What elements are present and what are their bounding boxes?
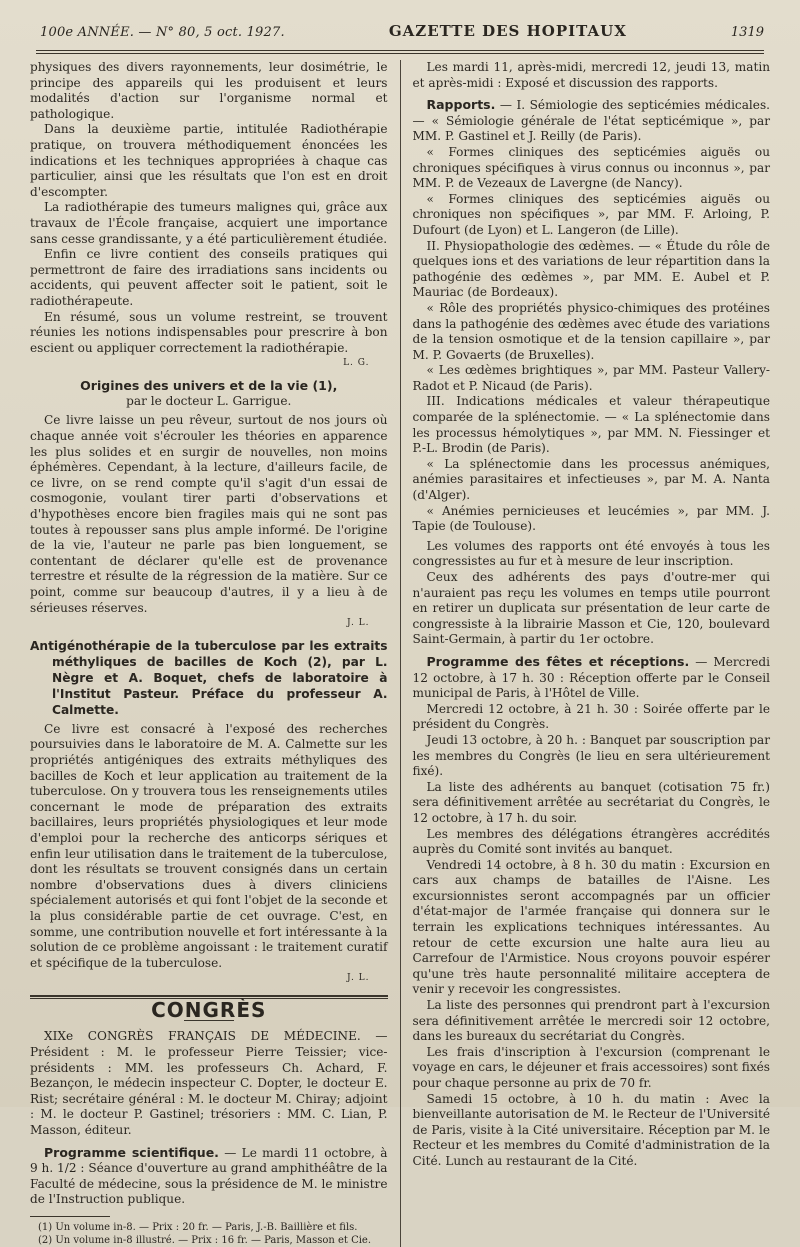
paragraph: Jeudi 13 octobre, à 20 h. : Banquet par souscription par les membres du Congrès (le lieu en sera ultérieurement fixé). — [412, 732, 770, 779]
paragraph: En résumé, sous un volume restreint, se trouvent réunies les notions indispensables pour prescrire à bon escient ou appliquer correctement la radiothérapie. — [30, 309, 388, 355]
book-title: Origines des univers et de la vie (1), — [80, 377, 338, 393]
paragraph: Les mardi 11, après-midi, mercredi 12, jeudi 13, matin et après-midi : Exposé et discussion des rapports. — [412, 60, 770, 90]
footnotes — [30, 1221, 388, 1247]
section-heading: Programme des fêtes et réceptions. — [426, 653, 690, 669]
paragraph: II. Physiopathologie des œdèmes. — « Étude du rôle de quelques ions et des variations de leur répartition dans la pathogénie des œdèmes », par MM. E. Aubel et P. Mauriac (de Bordeaux). — [412, 238, 770, 300]
paragraph-text: — Le mardi 11 octobre, à 9 h. 1/2 : Séance d'ouverture au grand amphithéâtre de la Faculté de médecine, sous la présidence de M. le ministre de l'Instruction publique. — [30, 1145, 388, 1207]
book-author: par le docteur L. Garrigue. — [126, 393, 292, 408]
paragraph: Ce livre est consacré à l'exposé des recherches poursuivies dans le laboratoire de M. A. Calmette sur les propriétés antigéniques des extraits méthyliques des bacilles de Koch et leur application au traitement de la tuberculose. On y trouvera tous les renseignements utiles concernant le mode de préparation des extraits bacillaires, leurs propriétés physiologiques et leur mode d'emploi pour la recherche des anticorps sériques et enfin leur utilisation dans le traitement de la tuberculose, dont les résultats se trouvent consignés dans un certain nombre d'observations dues à divers cliniciens spécialement autorisés et qui font l'objet de la seconde et la plus considérable partie de cet ouvrage. C'est, en somme, une contribution nouvelle et fort intéressante à la solution de ce problème angoissant : le traitement curatif et spécifique de la tuberculose. — [30, 721, 388, 970]
paragraph: « Formes cliniques des septicémies aiguës ou chroniques spécifiques à virus connus ou inconnus », par MM. P. de Vezeaux de Lavergne (de Nancy). — [412, 144, 770, 191]
paragraph: Les volumes des rapports ont été envoyés à tous les congressistes au fur et à mesure de leur inscription. — [412, 538, 770, 569]
paragraph: « Formes cliniques des septicémies aiguës ou chroniques non spécifiques », par MM. F. Arloing, P. Dufourt (de Lyon) et L. Langeron (de Lille). — [412, 191, 770, 237]
paragraph: Vendredi 14 octobre, à 8 h. 30 du matin : Excursion en cars aux champs de batailles de l'Aisne. Les excursionnistes seront accompagnés par un officier d'état-major de l'armée française qui donnera sur le terrain les explications techniques intéressantes. Au retour de cette excursion une halte aura lieu au Carrefour de l'Armistice. Nous croyons pouvoir espérer qu'une très haute personnalité militaire acceptera de venir y recevoir les congressistes. — [412, 857, 770, 997]
section-heading: Rapports. — [426, 97, 496, 113]
paragraph: La radiothérapie des tumeurs malignes qui, grâce aux travaux de l'École française, acquiert une importance sans cesse grandissante, y a été particulièrement étudiée. — [30, 200, 388, 246]
paragraph: Mercredi 12 octobre, à 21 h. 30 : Soirée offerte par le président du Congrès. — [412, 701, 770, 732]
paragraph-text: — Mercredi 12 octobre, à 17 h. 30 : Réception offerte par le Conseil municipal de Paris, à l'Hôtel de Ville. — [412, 654, 770, 701]
left-column — [30, 60, 401, 1247]
paragraph — [413, 97, 771, 145]
paragraph: « Les œdèmes brightiques », par MM. Pasteur Vallery-Radot et P. Nicaud (de Paris). — [412, 363, 770, 393]
paragraph-text: — I. Sémiologie des septicémies médicales. — « Sémiologie générale de l'état septicémique », par MM. P. Gastinel et J. Reilly (de Paris). — [412, 98, 770, 144]
paragraph — [413, 654, 771, 702]
paragraph: Ce livre laisse un peu rêveur, surtout de nos jours où chaque année voit s'écrouler les théories en apparence les plus solides et en surgir de nouvelles, non moins éphémères. Cependant, à la lecture, d'ailleurs facile, de ce livre, on se rend compte qu'il s'agit d'un essai de cosmogonie, voulant tirer parti d'observations et d'hypothèses encore bien fragiles mais qui ne sont pas toutes à repousser sans plus ample informé. De l'origine de la vie, l'auteur ne parle pas bien longuement, se contentant de déclarer qu'elle est de provenance terrestre et résulte de la régression de la matière. Sur ce point, comme sur beaucoup d'autres, il y a lieu à de sérieuses réserves. — [30, 413, 388, 615]
paragraph: Samedi 15 octobre, à 10 h. du matin : Avec la bienveillante autorisation de M. le Recteur de l'Université de Paris, visite à la Cité universitaire. Réception par M. le Recteur et les membres du Comité d'administration de la Cité. Lunch au restaurant de la Cité. — [412, 1091, 770, 1168]
issue-info: 100e ANNÉE. — N° 80, 5 oct. 1927. — [40, 25, 285, 40]
paragraph: « La splénectomie dans les processus anémiques, anémies parasitaires et infectieuses », par M. A. Nanta (d'Alger). — [412, 456, 770, 503]
paragraph: physiques des divers rayonnements, leur dosimétrie, le principe des appareils qui les produisent et leurs modalités d'action sur l'organisme normal et pathologique. — [30, 60, 388, 121]
footnote: (2) Un volume in-8 illustré. — Prix : 16 fr. — Paris, Masson et Cie. — [38, 1235, 372, 1246]
section-heading: Programme scientifique. — [44, 1144, 219, 1160]
footnote-rule — [30, 1216, 110, 1217]
paragraph: « Rôle des propriétés physico-chimiques des protéines dans la pathogénie des œdèmes avec étude des variations de la tension osmotique et de la tension capillaire », par M. P. Govaerts (de Bruxelles). — [412, 300, 770, 362]
paragraph: Enfin ce livre contient des conseils pratiques qui permettront de faire des irradiations sans incidents ou accidents, qui peuvent affecter soit le patient, soit le radiothérapeute. — [30, 247, 388, 308]
columns — [30, 60, 770, 1247]
publication-title: GAZETTE DES HOPITAUX — [388, 22, 627, 40]
paragraph: Ceux des adhérents des pays d'outre-mer qui n'auraient pas reçu les volumes en temps utile pourront en retirer un duplicata sur présentation de leur carte de congressiste à la librairie Masson et Cie, 120, boulevard Saint-Germain, à partir du 1er octobre. — [412, 570, 770, 647]
paragraph: Les membres des délégations étrangères accrédités auprès du Comité sont invités au banquet. — [412, 826, 770, 857]
paragraph: La liste des adhérents au banquet (cotisation 75 fr.) sera définitivement arrêtée au secrétariat du Congrès, le 12 octobre, à 17 h. du soir. — [412, 779, 770, 825]
signature: J. L. — [347, 618, 370, 629]
paragraph: Dans la deuxième partie, intitulée Radiothérapie pratique, on trouvera méthodiquement énoncées les indications et les techniques appropriées à chaque cas particulier, ainsi que les résultats que l'on est en droit d'escompter. — [30, 122, 388, 199]
footnote: (1) Un volume in-8. — Prix : 20 fr. — Paris, J.-B. Baillière et fils. — [38, 1222, 358, 1233]
paragraph: « Anémies pernicieuses et leucémies », par MM. J. Tapie (de Toulouse). — [412, 503, 770, 534]
right-column — [401, 60, 771, 1247]
paragraph — [30, 1145, 388, 1208]
paragraph: La liste des personnes qui prendront part à l'excursion sera définitivement arrêtée le mercredi soir 12 octobre, dans les bureaux du secrétariat du Congrès. — [412, 998, 770, 1044]
paragraph: III. Indications médicales et valeur thérapeutique comparée de la splénectomie. — « La splénectomie dans les processus hémolytiques », par MM. N. Fiessinger et P.-L. Brodin (de Paris). — [412, 394, 770, 456]
signature: L. G. — [343, 358, 370, 369]
book-title: Antigénothérapie de la tuberculose par les extraits méthyliques de bacilles de Koch (2), par L. Nègre et A. Boquet, chefs de laboratoire à l'Institut Pasteur. Préface du professeur A. Calmette. — [30, 638, 388, 717]
section-title: CONGRÈS — [151, 997, 267, 1022]
signature: J. L. — [347, 973, 370, 984]
paragraph: Les frais d'inscription à l'excursion (comprenant le voyage en cars, le déjeuner et frais accessoires) sont fixés pour chaque personne au prix de 70 fr. — [412, 1044, 770, 1090]
page-number: 1319 — [730, 25, 764, 40]
header-rule — [36, 50, 764, 54]
page-header — [30, 22, 770, 48]
paragraph: XIXe CONGRÈS FRANÇAIS DE MÉDECINE. — Président : M. le professeur Pierre Teissier; vice-présidents : MM. les professeurs Ch. Achard, F. Bezançon, le médecin inspecteur C. Dopter, le docteur E. Rist; secrétaire général : M. le docteur M. Chiray; adjoint : M. le docteur P. Gastinel; trésoriers : MM. C. Lian, P. Masson, éditeur. — [30, 1029, 388, 1138]
